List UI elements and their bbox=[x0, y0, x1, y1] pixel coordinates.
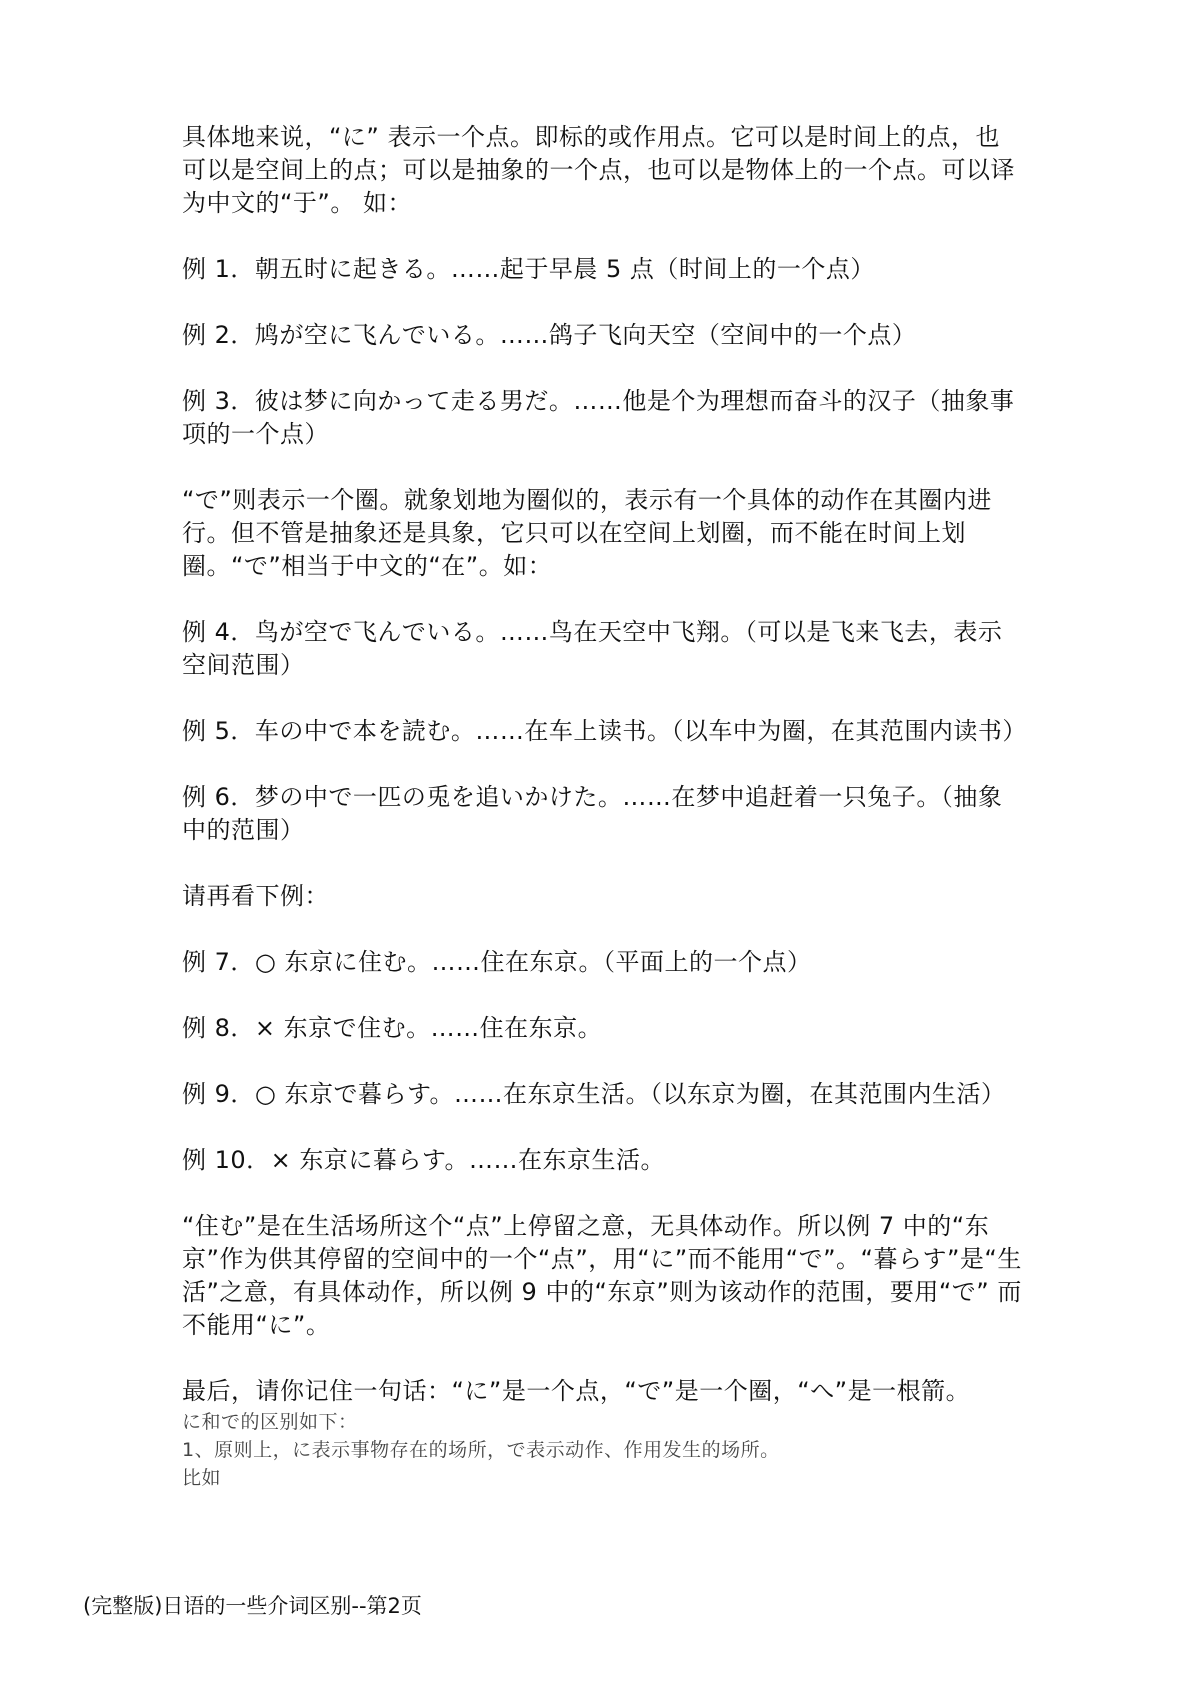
rule-1-for-example: 比如 bbox=[182, 1467, 222, 1489]
example-2: 例 2．鸠が空に飞んでいる。……鸽子飞向天空（空间中的一个点） bbox=[182, 321, 917, 349]
example-4: 例 4．鸟が空で飞んでいる。……鸟在天空中飞翔。（可以是飞来飞去，表示空间范围） bbox=[182, 618, 1003, 679]
paragraph-ni-explanation: 具体地来说，“に” 表示一个点。即标的或作用点。它可以是时间上的点，也可以是空间上的点；可以是抽象的一个点，也可以是物体上的一个点。可以译为中文的“于”。 如： bbox=[182, 123, 1015, 217]
document-body bbox=[182, 121, 1027, 1492]
section-heading-difference: に和で的区别如下： bbox=[182, 1411, 358, 1433]
example-3: 例 3．彼は梦に向かって走る男だ。……他是个为理想而奋斗的汉子（抽象事项的一个点） bbox=[182, 387, 1015, 448]
example-5: 例 5．车の中で本を読む。……在车上读书。（以车中为圈，在其范围内读书） bbox=[182, 717, 1027, 745]
page-footer: (完整版)日语的一些介词区别--第2页 bbox=[83, 1594, 422, 1618]
rule-1: 1、原则上，に表示事物存在的场所，で表示动作、作用发生的场所。 bbox=[182, 1439, 780, 1461]
paragraph-sumu-kurasu: “住む”是在生活场所这个“点”上停留之意，无具体动作。所以例 7 中的“东京”作为供其停留的空间中的一个“点”，用“に”而不能用“で”。“暮らす”是“生活”之意，有具体动作，所以例 9 中的“东京”则为该动作的范围，要用“で” 而不能用“に”。 bbox=[182, 1212, 1022, 1339]
example-10: 例 10．× 东京に暮らす。……在东京生活。 bbox=[182, 1146, 665, 1174]
paragraph-see-examples: 请再看下例： bbox=[182, 882, 329, 910]
example-7: 例 7．○ 东京に住む。……住在东京。（平面上的一个点） bbox=[182, 948, 812, 976]
example-6: 例 6．梦の中で一匹の兎を追いかけた。……在梦中追赶着一只兔子。（抽象中的范围） bbox=[182, 783, 1003, 844]
example-8: 例 8．× 东京で住む。……住在东京。 bbox=[182, 1014, 603, 1042]
paragraph-de-explanation: “で”则表示一个圈。就象划地为圈似的，表示有一个具体的动作在其圈内进行。但不管是抽象还是具象，它只可以在空间上划圈，而不能在时间上划圈。“で”相当于中文的“在”。如： bbox=[182, 486, 992, 580]
paragraph-summary: 最后，请你记住一句话：“に”是一个点，“で”是一个圈，“へ”是一根箭。 bbox=[182, 1377, 971, 1405]
example-1: 例 1．朝五时に起きる。……起于早晨 5 点（时间上的一个点） bbox=[182, 255, 875, 283]
example-9: 例 9．○ 东京で暮らす。……在东京生活。（以东京为圈，在其范围内生活） bbox=[182, 1080, 1006, 1108]
